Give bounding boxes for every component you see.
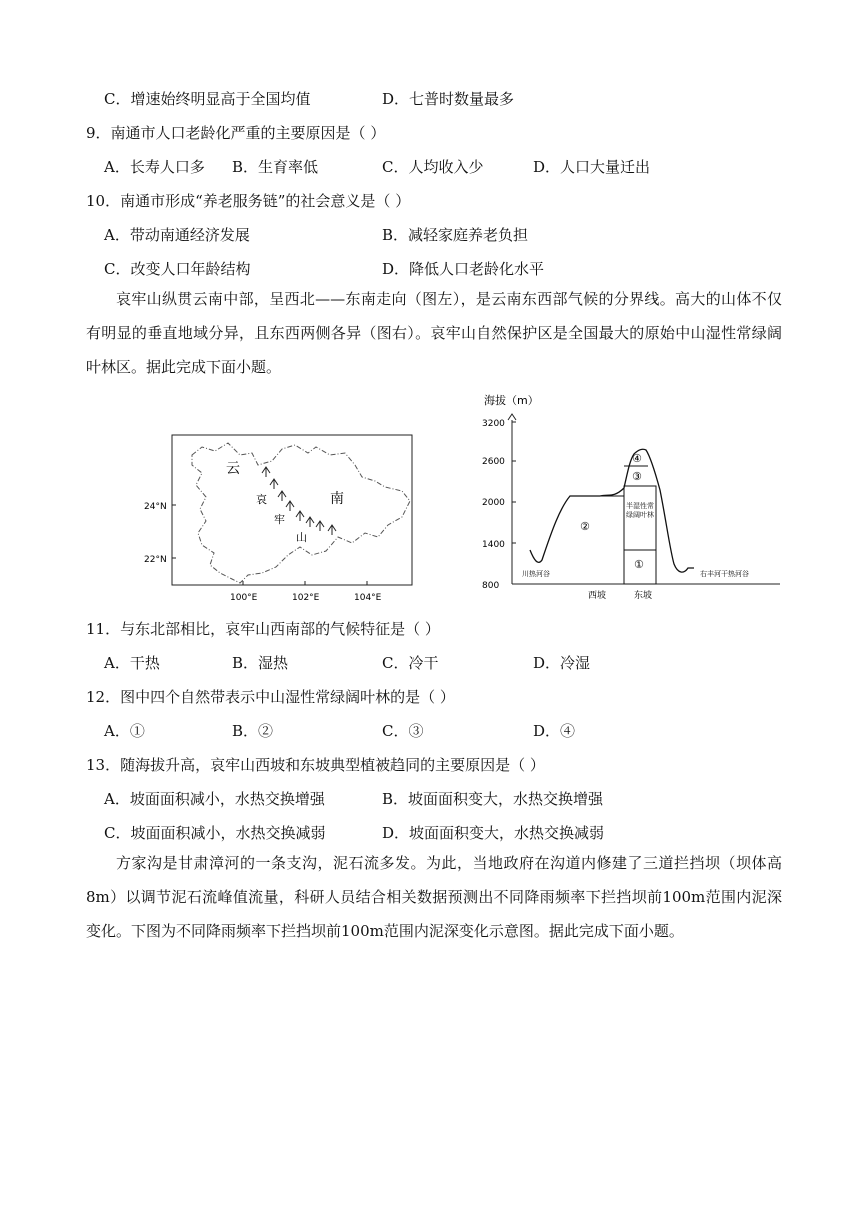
map-frame (172, 435, 412, 585)
q12-option-c[interactable]: C．③ (382, 722, 424, 740)
q8-option-c[interactable]: C．增速始终明显高于全国均值 (104, 90, 311, 108)
q9-option-c[interactable]: C．人均收入少 (382, 158, 484, 176)
zone-4-label: ④ (632, 452, 642, 465)
q9-option-a[interactable]: A．长寿人口多 (104, 158, 205, 176)
profile-y-ticks (482, 419, 505, 591)
map-label-lao: 牢 (274, 513, 285, 526)
q11-option-c[interactable]: C．冷干 (382, 654, 439, 672)
tick-1400: 1400 (482, 540, 505, 550)
lat-22-label: 22°N (144, 555, 167, 565)
passage-ailao-mountain: 哀牢山纵贯云南中部，呈西北——东南走向（图左），是云南东西部气候的分界线。高大的山体不仅有明显的垂直地域分异，且东西两侧各异（图右）。哀牢山自然保护区是全国最大的原始中山湿性常绿阔叶林区。据此完成下面小题。 (86, 290, 782, 376)
q11-stem: 11．与东北部相比，哀牢山西南部的气候特征是（ ） (86, 620, 440, 638)
q13-stem: 13．随海拔升高，哀牢山西坡和东坡典型植被趋同的主要原因是（ ） (86, 756, 545, 774)
east-slope-label: 东坡 (634, 591, 653, 601)
zone-3-label: ③ (632, 470, 642, 483)
lon-100-label: 100°E (230, 593, 258, 603)
q12-option-a[interactable]: A．① (104, 722, 145, 740)
map-label-yun: 云 (226, 461, 240, 477)
lon-102-label: 102°E (292, 593, 320, 603)
q9-option-d[interactable]: D．人口大量迁出 (533, 158, 651, 176)
lon-104-label: 104°E (354, 593, 382, 603)
forest-label-box (626, 502, 654, 550)
q8-option-d[interactable]: D．七普时数量最多 (382, 90, 515, 108)
west-slope-label: 西坡 (588, 591, 607, 601)
profile-tick-marks (512, 422, 516, 543)
ailao-map-figure (140, 425, 430, 615)
q10-option-b[interactable]: B．减轻家庭养老负担 (382, 226, 529, 244)
q13-option-b[interactable]: B．坡面面积变大，水热交换增强 (382, 790, 604, 808)
east-valley-label: 右丰河干热河谷 (700, 570, 749, 578)
zone-1-label: ① (634, 558, 644, 571)
tick-3200: 3200 (482, 419, 505, 429)
map-label-nan: 南 (330, 491, 344, 507)
tick-800: 800 (482, 581, 500, 591)
west-valley-label: 川热河谷 (522, 570, 550, 578)
zone-2-label: ② (580, 520, 590, 533)
q11-option-a[interactable]: A．干热 (104, 654, 160, 672)
q12-stem: 12．图中四个自然带表示中山湿性常绿阔叶林的是（ ） (86, 688, 455, 706)
profile-y-title: 海拔（m） (484, 394, 539, 407)
forest-label: 半湿性常绿阔叶林 (626, 502, 654, 519)
q13-option-c[interactable]: C．坡面面积减小，水热交换减弱 (104, 824, 326, 842)
terrain-profile-line (530, 449, 694, 572)
q10-option-d[interactable]: D．降低人口老龄化水平 (382, 260, 545, 278)
map-label-ai: 哀 (256, 493, 267, 506)
elevation-profile-figure (478, 390, 788, 602)
q11-option-b[interactable]: B．湿热 (232, 654, 289, 672)
q9-option-b[interactable]: B．生育率低 (232, 158, 319, 176)
q10-option-a[interactable]: A．带动南通经济发展 (104, 226, 250, 244)
q12-option-d[interactable]: D．④ (533, 722, 576, 740)
q10-stem: 10．南通市形成“养老服务链”的社会意义是（ ） (86, 192, 411, 210)
map-label-shan: 山 (296, 531, 307, 544)
q13-option-a[interactable]: A．坡面面积减小，水热交换增强 (104, 790, 325, 808)
y-axis-arrow (508, 414, 516, 420)
q10-option-c[interactable]: C．改变人口年龄结构 (104, 260, 251, 278)
q11-option-d[interactable]: D．冷湿 (533, 654, 591, 672)
lat-24-label: 24°N (144, 502, 167, 512)
tick-2000: 2000 (482, 498, 505, 508)
q9-stem: 9．南通市人口老龄化严重的主要原因是（ ） (86, 124, 386, 142)
passage-fangjiagou: 方家沟是甘肃漳河的一条支沟，泥石流多发。为此，当地政府在沟道内修建了三道拦挡坝（坝体高8m）以调节泥石流峰值流量，科研人员结合相关数据预测出不同降雨频率下拦挡坝前100m范围内泥深变化。下图为不同降雨频率下拦挡坝前100m范围内泥深变化示意图。据此完成下面小题。 (86, 854, 782, 940)
q12-option-b[interactable]: B．② (232, 722, 274, 740)
q13-option-d[interactable]: D．坡面面积变大，水热交换减弱 (382, 824, 605, 842)
tick-2600: 2600 (482, 457, 505, 467)
